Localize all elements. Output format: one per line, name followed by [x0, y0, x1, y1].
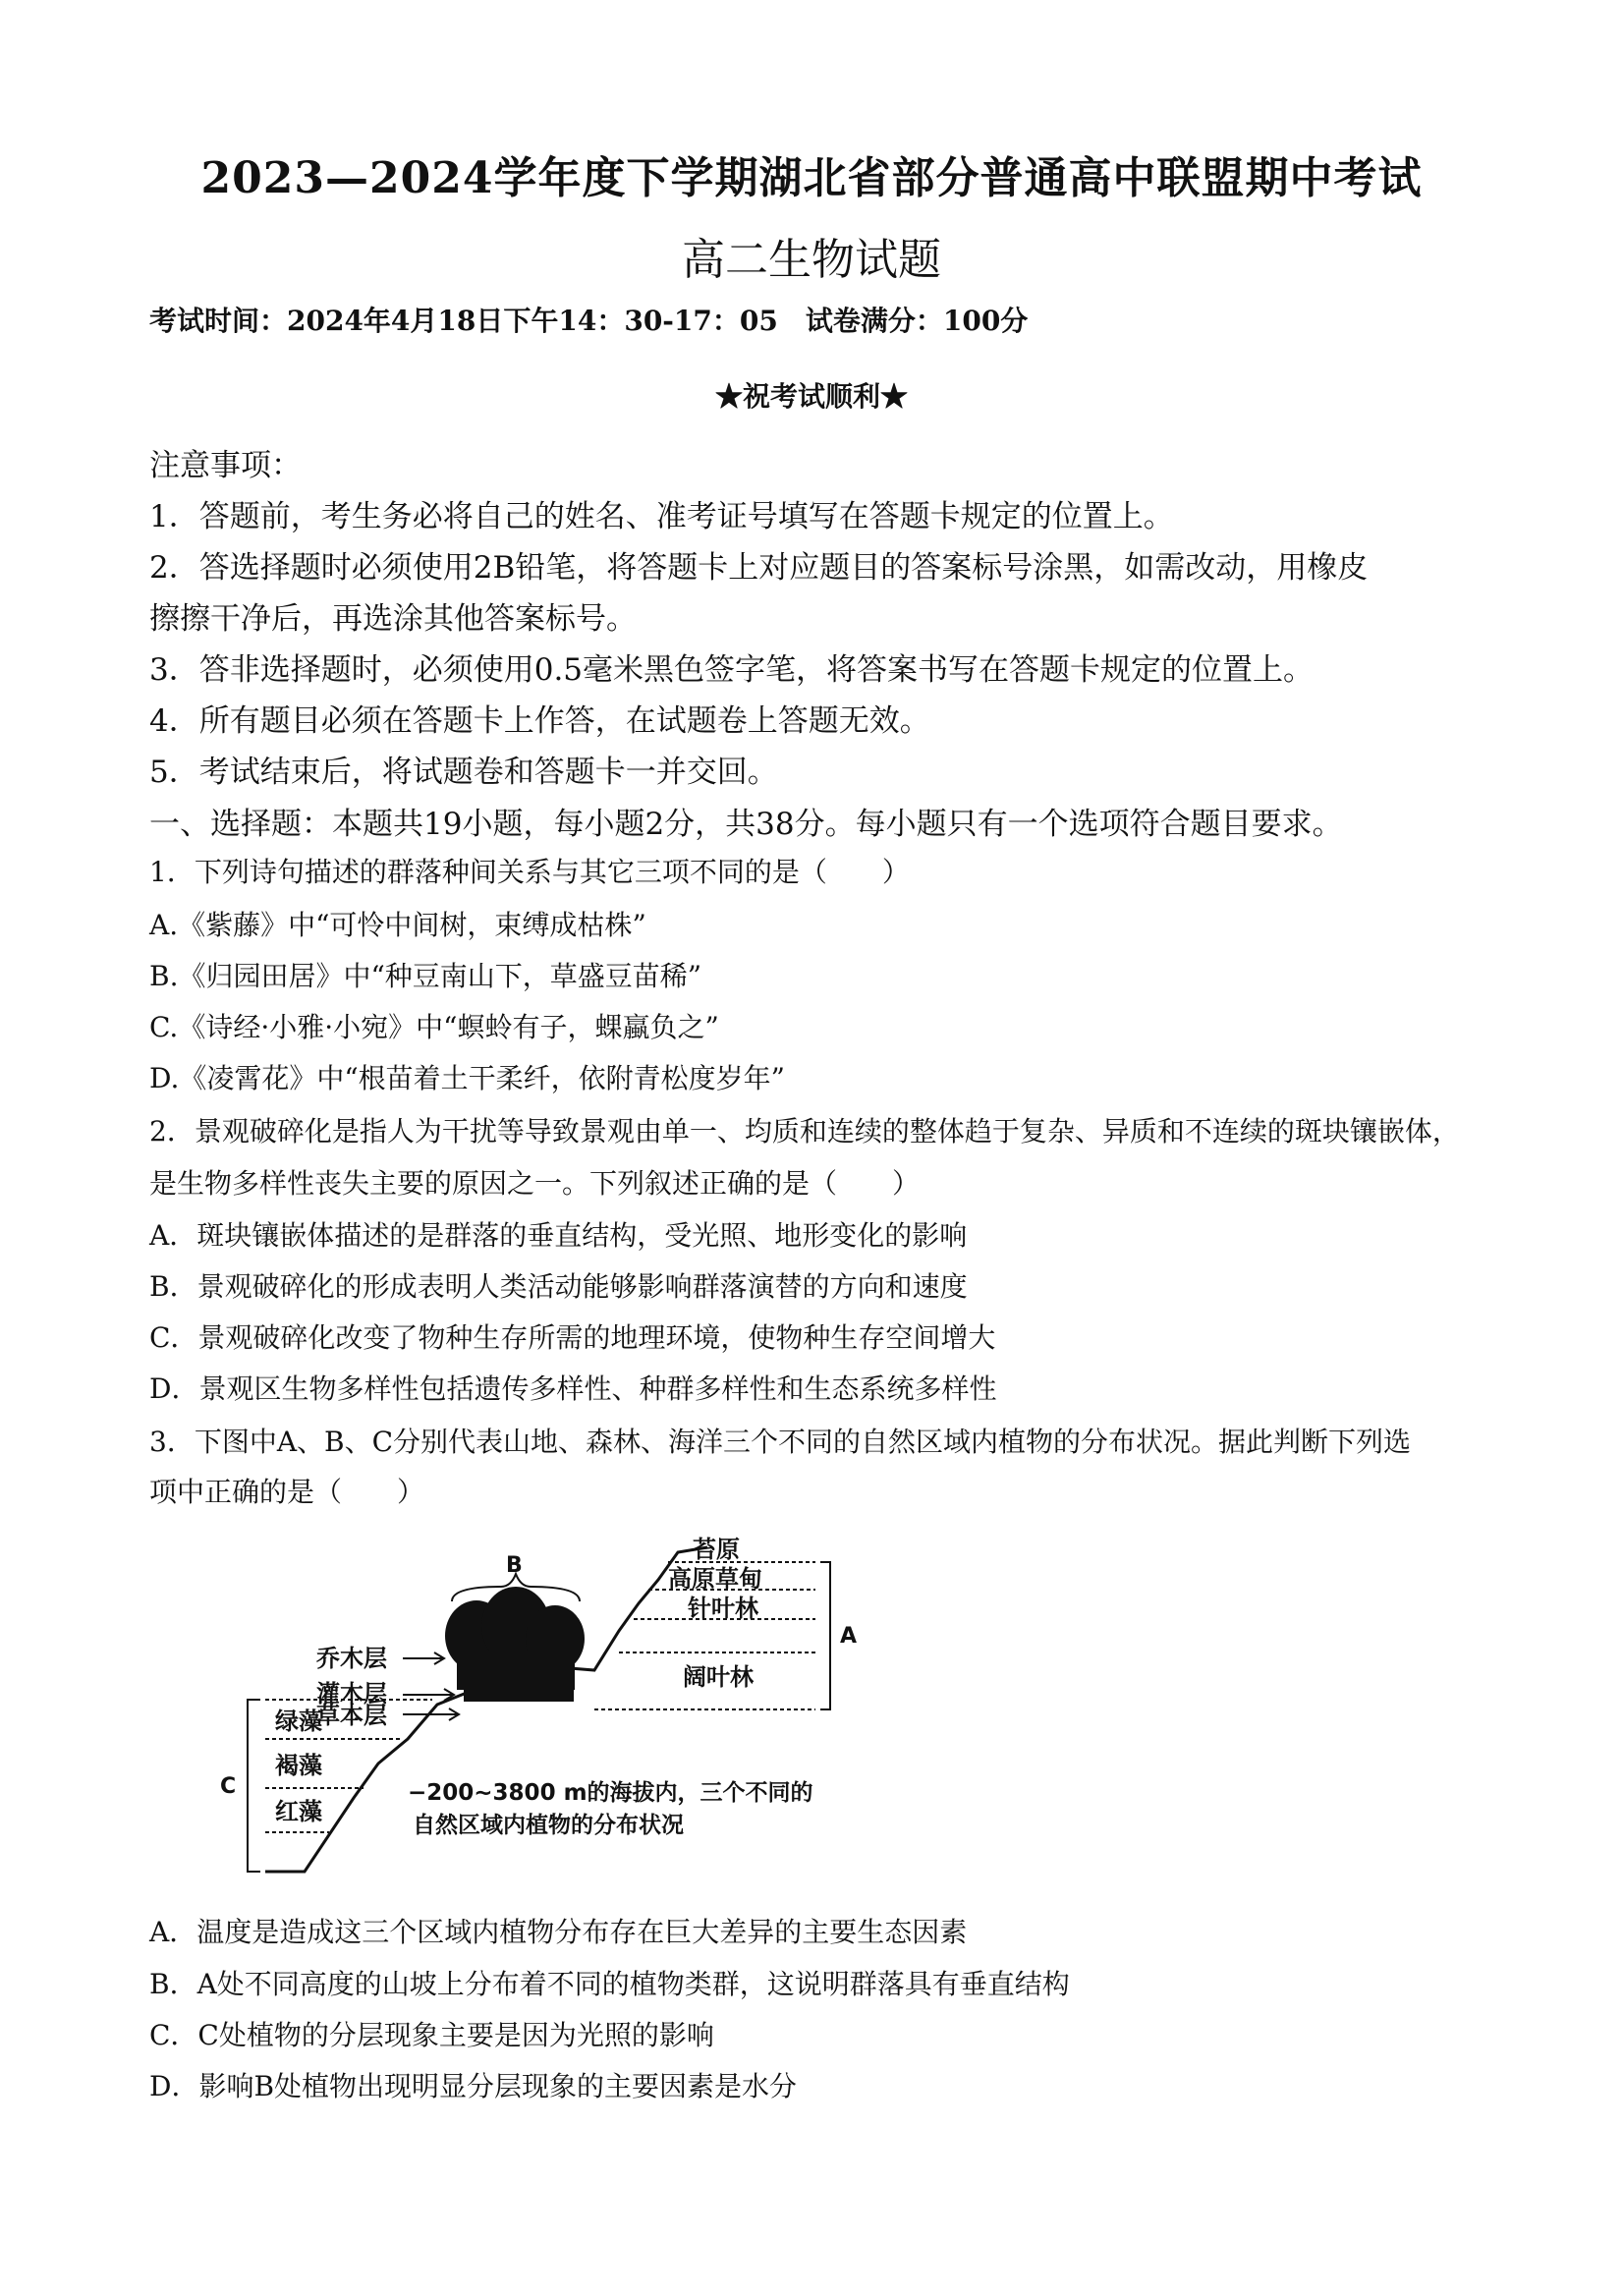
zone-alpine-meadow: 高原草甸: [668, 1565, 762, 1593]
notice-item: 2．答选择题时必须使用2B铅笔，将答题卡上对应题目的答案标号涂黑，如需改动，用橡皮: [149, 550, 1369, 586]
question-stem: 是生物多样性丧失主要的原因之一。下列叙述正确的是（ ）: [149, 1167, 921, 1200]
forest-trees-icon: [445, 1587, 585, 1702]
notice-item: 5．考试结束后，将试题卷和答题卡一并交回。: [149, 755, 778, 790]
zone-brown-algae: 褐藻: [275, 1752, 322, 1779]
notice-item: 1．答题前，考生务必将自己的姓名、准考证号填写在答题卡规定的位置上。: [149, 499, 1174, 534]
question-stem: 项中正确的是（ ）: [149, 1476, 425, 1508]
label-b: B: [506, 1553, 523, 1578]
question-option: B．A处不同高度的山坡上分布着不同的植物类群，这说明群落具有垂直结构: [149, 1968, 1070, 2000]
zone-red-algae: 红藻: [275, 1798, 322, 1825]
blessing: ★祝考试顺利★: [714, 380, 908, 413]
question-option: C．景观破碎化改变了物种生存所需的地理环境，使物种生存空间增大: [149, 1321, 996, 1354]
question-stem: 3．下图中A、B、C分别代表山地、森林、海洋三个不同的自然区域内植物的分布状况。据此判断下列选: [149, 1426, 1412, 1458]
question-option: B．景观破碎化的形成表明人类活动能够影响群落演替的方向和速度: [149, 1270, 968, 1303]
question-option: B.《归园田居》中“种豆南山下，草盛豆苗稀”: [149, 960, 702, 992]
label-a: A: [840, 1624, 858, 1649]
question-option: A．温度是造成这三个区域内植物分布存在巨大差异的主要生态因素: [149, 1916, 968, 1948]
question-stem: 2．景观破碎化是指人为干扰等导致景观由单一、均质和连续的整体趋于复杂、异质和不连续的斑块镶嵌体，: [149, 1115, 1460, 1148]
question-option: D．景观区生物多样性包括遗传多样性、种群多样性和生态系统多样性: [149, 1372, 997, 1405]
question-stem: 1．下列诗句描述的群落种间关系与其它三项不同的是（ ）: [149, 856, 910, 888]
layer-herb: 草本层: [316, 1702, 387, 1729]
question-option: D．影响B处植物出现明显分层现象的主要因素是水分: [149, 2070, 798, 2102]
zone-green-algae: 绿藻: [275, 1708, 322, 1735]
diagram-caption-1: −200~3800 m的海拔内，三个不同的: [408, 1780, 813, 1806]
zone-coniferous: 针叶林: [688, 1595, 758, 1622]
notice-item: 擦擦干净后，再选涂其他答案标号。: [149, 601, 637, 637]
notice-heading: 注意事项：: [149, 448, 302, 483]
notice-item: 4．所有题目必须在答题卡上作答，在试题卷上答题无效。: [149, 703, 930, 739]
question-option: C.《诗经·小雅·小宛》中“螟蛉有子，蜾蠃负之”: [149, 1011, 719, 1043]
notice-item: 3．答非选择题时，必须使用0.5毫米黑色签字笔，将答案书写在答题卡规定的位置上。: [149, 652, 1315, 688]
exam-title: 2023—2024学年度下学期湖北省部分普通高中联盟期中考试: [200, 153, 1423, 203]
question-option: A．斑块镶嵌体描述的是群落的垂直结构，受光照、地形变化的影响: [149, 1219, 968, 1252]
zone-broadleaf: 阔叶林: [683, 1663, 754, 1691]
layer-tree: 乔木层: [316, 1645, 387, 1672]
layer-shrub: 灌木层: [316, 1680, 387, 1708]
diagram-caption-2: 自然区域内植物的分布状况: [413, 1813, 684, 1838]
label-c: C: [220, 1774, 237, 1799]
section-heading: 一、选择题：本题共19小题，每小题2分，共38分。每小题只有一个选项符合题目要求。: [149, 807, 1343, 842]
question-option: D.《凌霄花》中“根苗着土干柔纤，依附青松度岁年”: [149, 1062, 785, 1094]
question-option: A.《紫藤》中“可怜中间树，束缚成枯株”: [149, 909, 646, 941]
exam-info: 考试时间：2024年4月18日下午14：30-17：05 试卷满分：100分: [149, 305, 1029, 337]
exam-subtitle: 高二生物试题: [682, 235, 941, 285]
vegetation-distribution-diagram: [206, 1533, 894, 1886]
zone-tundra: 苔原: [693, 1536, 740, 1563]
question-option: C．C处植物的分层现象主要是因为光照的影响: [149, 2019, 714, 2051]
